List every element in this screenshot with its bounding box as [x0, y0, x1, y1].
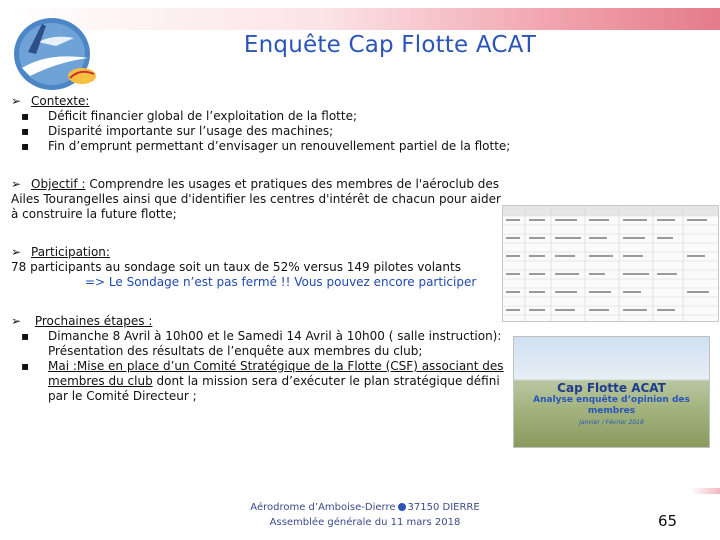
etapes-list: [11, 329, 511, 404]
report-cover-subtitle: [514, 395, 709, 417]
objectif-heading: Objectif :: [31, 177, 86, 191]
header-band: [0, 8, 720, 30]
participation-heading: Participation:: [31, 245, 110, 259]
arrow-bullet-icon: ➢: [11, 177, 22, 191]
arrow-bullet-icon: ➢: [11, 245, 22, 259]
participation-section: [11, 245, 491, 290]
objectif-section: [11, 177, 511, 222]
arrow-bullet-icon: ➢: [11, 314, 22, 328]
objectif-text: Comprendre les usages et pratiques des membres de l'aéroclub des Ailes Tourangelles ainsi que d'identifier les centres d'intérêt de chacun pour aider à construire la future flotte;: [11, 177, 501, 221]
etapes-heading: Prochaines étapes :: [34, 314, 153, 328]
page-number: 65: [658, 512, 678, 530]
survey-spreadsheet-thumbnail: [502, 205, 719, 322]
contexte-section: [11, 94, 531, 154]
etapes-item2-lead: Mai :: [48, 359, 77, 373]
footer-aerodrome: Aérodrome d’Amboise-Dierre: [250, 502, 396, 513]
dot-icon: [398, 503, 406, 511]
list-item: ▪ Fin d’emprunt permettant d’envisager un renouvellement partiel de la flotte;: [11, 139, 531, 154]
aeroclub-logo: [8, 12, 100, 92]
footer-postal: 37150 DIERRE: [407, 502, 480, 513]
contexte-list: [11, 109, 531, 154]
report-cover-thumbnail: [513, 336, 710, 448]
participation-note: => Le Sondage n’est pas fermé !! Vous pouvez encore participer: [85, 275, 477, 289]
list-item: ▪ Dimanche 8 Avril à 10h00 et le Samedi 14 Avril à 10h00 ( salle instruction): Présentation des résultats de l’enquête aux membres du club;: [11, 329, 511, 359]
slide-title: Enquête Cap Flotte ACAT: [243, 32, 537, 58]
footer-event: Assemblée générale du 11 mars 2018: [269, 517, 461, 528]
etapes-item2-rest: dont la mission sera d’exécuter le plan stratégique défini par le Comité Directeur ;: [48, 374, 500, 403]
list-item: ▪ Déficit financier global de l’exploitation de la flotte;: [11, 109, 531, 124]
participation-stats: 78 participants au sondage soit un taux de 52% versus 149 pilotes volants: [11, 260, 461, 274]
report-cover-date: Janvier / Février 2018: [579, 419, 644, 426]
footer: [250, 500, 480, 530]
etapes-section: [11, 314, 511, 404]
contexte-heading: Contexte:: [31, 94, 90, 108]
list-item: ▪ Disparité importante sur l’usage des machines;: [11, 124, 531, 139]
etapes-item2-underlined: Mise en place d’un Comité Stratégique de la Flotte (CSF) associant des membres du club: [48, 359, 504, 388]
arrow-bullet-icon: ➢: [11, 94, 22, 108]
report-cover-title: Cap Flotte ACAT: [557, 381, 666, 395]
list-item: [11, 359, 511, 404]
report-cover-subtitle-line: membres: [587, 406, 636, 416]
footer-band: [690, 488, 720, 494]
report-cover-subtitle-line: Analyse enquête d’opinion des: [533, 395, 690, 405]
